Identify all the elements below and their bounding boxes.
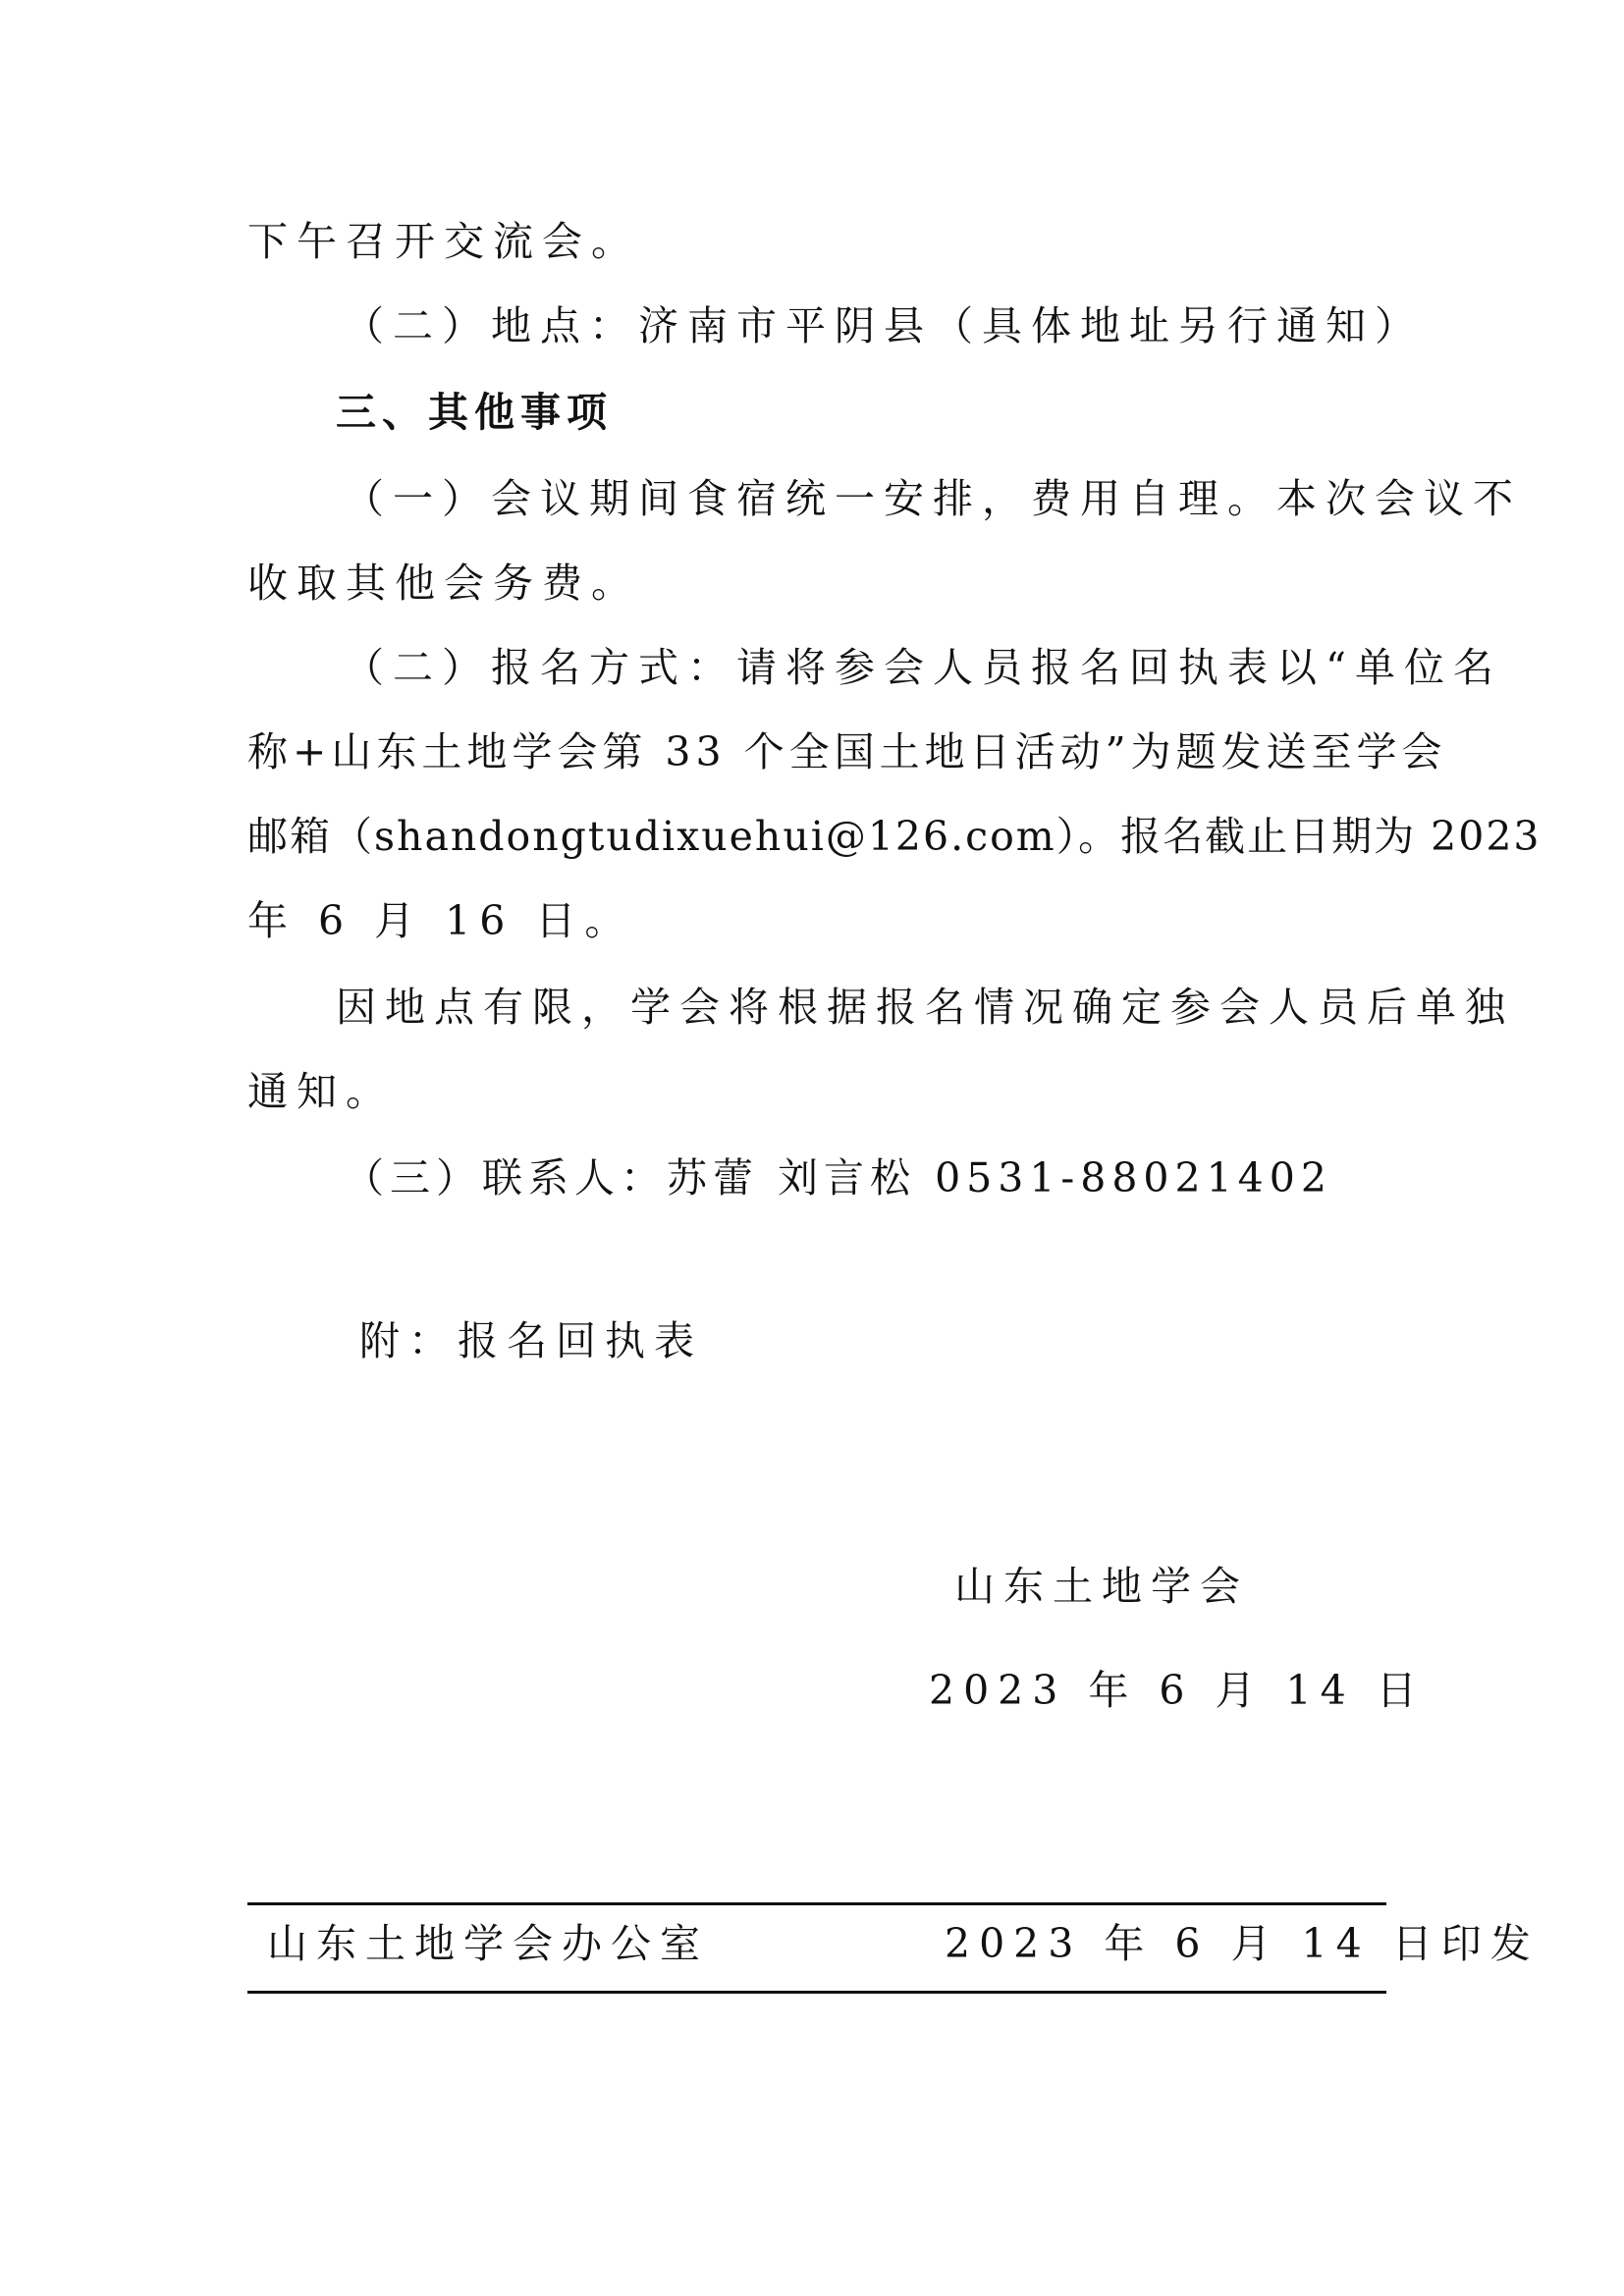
footer-top-rule (247, 1902, 1386, 1905)
paragraph-line: （二）报名方式：请将参会人员报名回执表以“单位名 (344, 644, 1502, 691)
paragraph-line: 因地点有限，学会将根据报名情况确定参会人员后单独 (336, 984, 1514, 1031)
attachment-line: 附：报名回执表 (359, 1317, 703, 1364)
paragraph-line: 通知。 (247, 1068, 395, 1115)
footer-issued-date: 2023 年 6 月 14 日印发 (945, 1920, 1540, 1967)
paragraph-line: 邮箱（shandongtudixuehui@126.com）。报名截止日期为 2023 (247, 813, 1542, 860)
paragraph-line: 下午召开交流会。 (247, 218, 640, 265)
paragraph-line: 称+山东土地学会第 33 个全国土地日活动”为题发送至学会 (247, 728, 1447, 775)
paragraph-line: （一）会议期间食宿统一安排，费用自理。本次会议不 (344, 475, 1522, 522)
section-heading: 三、其他事项 (336, 389, 613, 436)
contact-line: （三）联系人：苏蕾 刘言松 0531-88021402 (344, 1154, 1332, 1201)
paragraph-line: （二）地点：济南市平阴县（具体地址另行通知） (344, 302, 1424, 349)
paragraph-line: 收取其他会务费。 (247, 560, 640, 607)
footer-office: 山东土地学会办公室 (267, 1920, 709, 1967)
footer-bottom-rule (247, 1991, 1386, 1994)
signature-org: 山东土地学会 (954, 1563, 1249, 1610)
paragraph-line: 年 6 月 16 日。 (247, 897, 634, 944)
signature-date: 2023 年 6 月 14 日 (929, 1667, 1426, 1714)
